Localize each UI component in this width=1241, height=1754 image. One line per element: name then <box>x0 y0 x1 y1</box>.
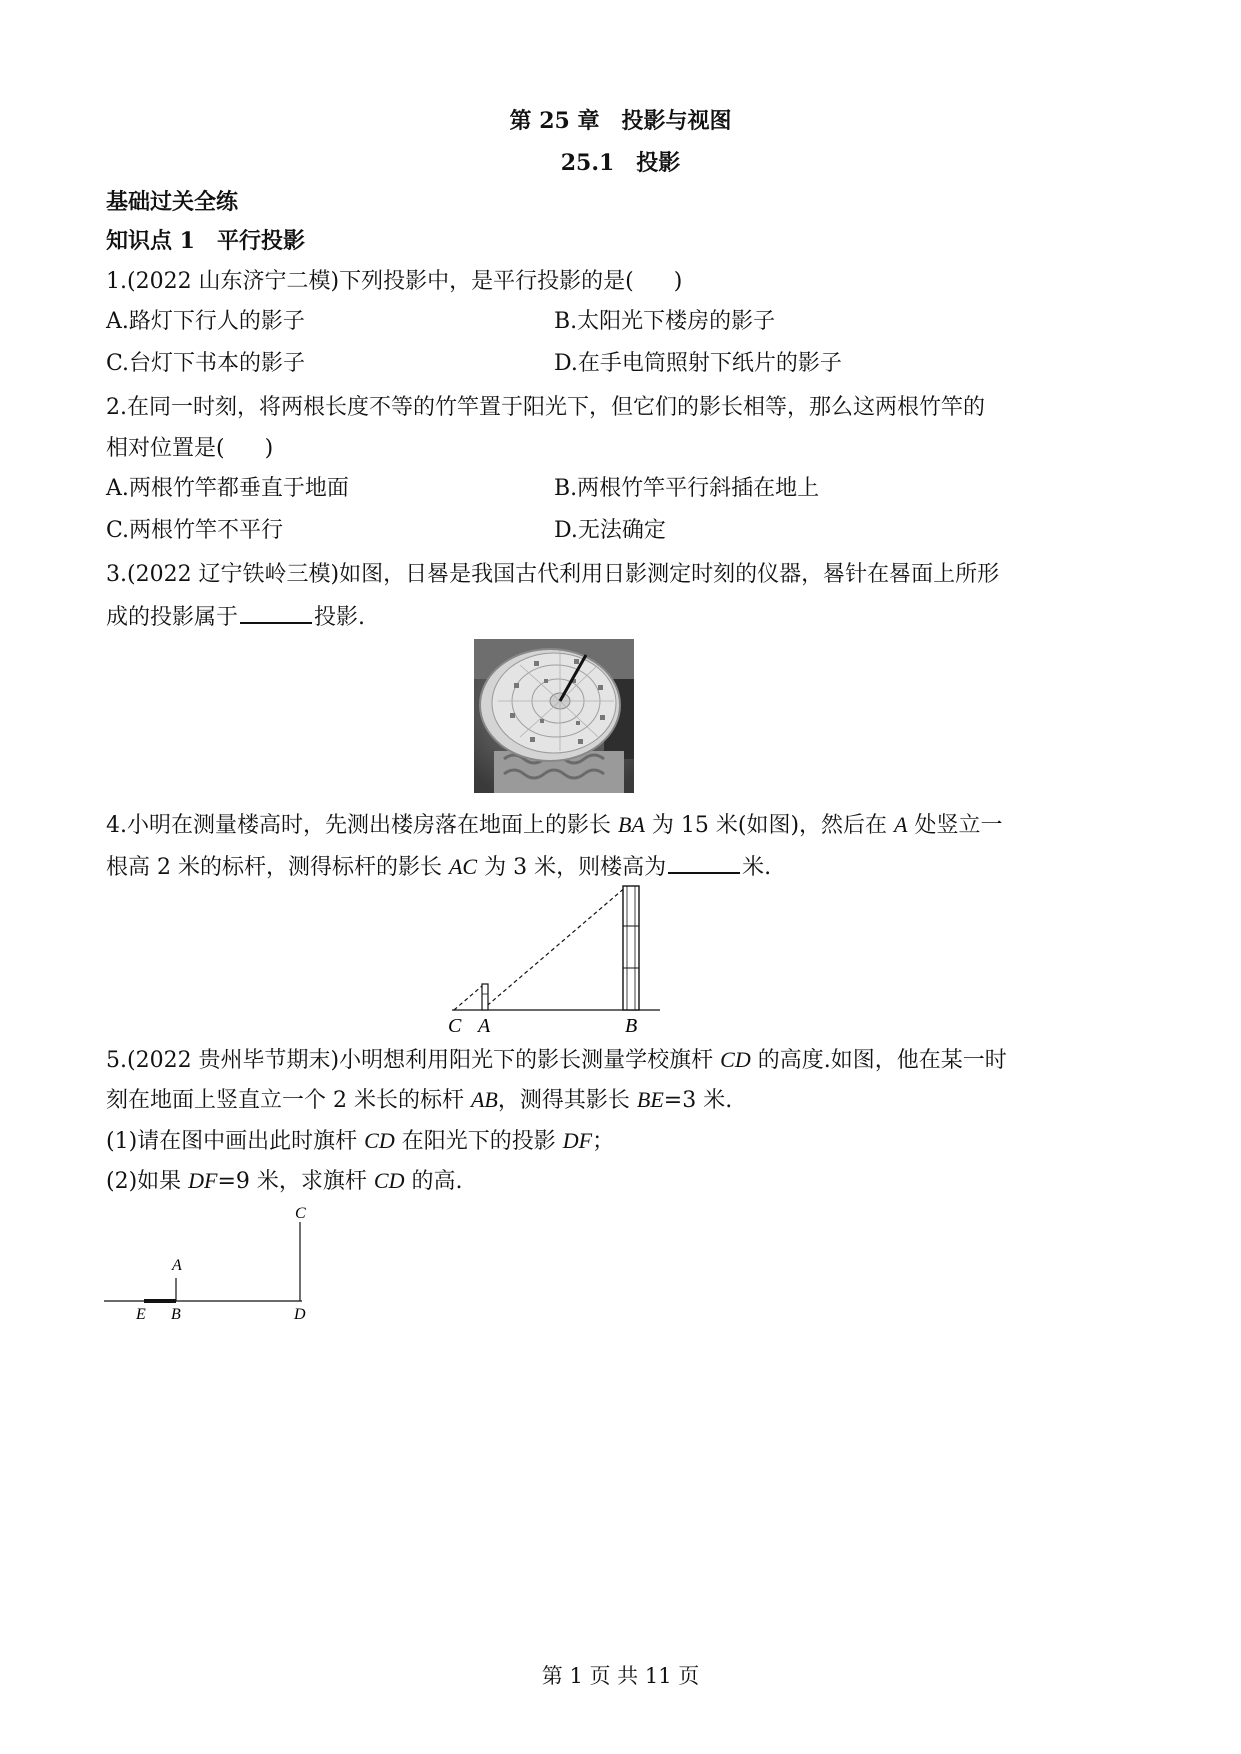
question-1-text: 1.(2022 山东济宁二模)下列投影中，是平行投影的是( <box>106 269 634 294</box>
question-4-text: 4.小明在测量楼高时，先测出楼房落在地面上的影长 <box>106 813 618 838</box>
question-2-stem-line-1: 2.在同一时刻，将两根长度不等的竹竿置于阳光下，但它们的影长相等，那么这两根竹竿的 <box>106 395 985 420</box>
var-df: DF <box>188 1168 218 1193</box>
building-shadow-figure <box>440 882 700 1038</box>
label-a: A <box>172 1257 182 1274</box>
chapter-title: 第 25 章 投影与视图 <box>509 108 732 134</box>
question-1-option-b: B.太阳光下楼房的影子 <box>554 309 776 334</box>
section-title: 25.1 投影 <box>560 150 681 176</box>
question-2-option-a: A.两根竹竿都垂直于地面 <box>106 476 349 501</box>
building <box>623 886 639 1010</box>
question-5-text: =9 米，求旗杆 <box>217 1169 374 1194</box>
answer-blank <box>668 850 740 874</box>
sun-ray-pole <box>454 986 482 1010</box>
question-3-stem-line-1: 3.(2022 辽宁铁岭三模)如图，日晷是我国古代利用日影测定时刻的仪器，晷针在晷面上所形 <box>106 562 1000 587</box>
question-5-text: 5.(2022 贵州毕节期末)小明想利用阳光下的影长测量学校旗杆 <box>106 1048 721 1073</box>
question-5-text: ； <box>592 1129 615 1154</box>
question-2-text: 相对位置是( <box>106 436 225 461</box>
var-a: A <box>894 812 908 837</box>
question-4-stem-line-1 <box>106 810 1002 841</box>
question-5-sub-2 <box>106 1166 462 1197</box>
question-2-stem-line-2 <box>106 434 273 464</box>
question-3-text-a: 成的投影属于 <box>106 605 239 630</box>
question-5-stem-line-1 <box>106 1045 1007 1076</box>
question-5-text: =3 米. <box>663 1088 733 1113</box>
question-5-text: (1)请在图中画出此时旗杆 <box>106 1129 365 1154</box>
question-2-option-d: D.无法确定 <box>554 518 666 543</box>
knowledge-point-heading: 知识点 1 平行投影 <box>106 228 305 254</box>
question-1-option-c: C.台灯下书本的影子 <box>106 351 306 376</box>
question-1-paren-close: ) <box>673 269 683 294</box>
var-cd: CD <box>364 1128 395 1153</box>
sundial-photo <box>474 639 634 793</box>
sun-ray-building <box>482 886 627 1010</box>
question-4-text: 为 15 米(如图)，然后在 <box>644 813 895 838</box>
question-3-text-b: 投影. <box>314 605 366 630</box>
question-1-stem <box>106 267 682 297</box>
pole <box>482 984 488 1010</box>
question-5-stem-line-2 <box>106 1085 732 1116</box>
question-2-paren-close: ) <box>264 436 274 461</box>
question-4-text: 为 3 米，则楼高为 <box>477 855 667 880</box>
question-1-option-d: D.在手电筒照射下纸片的影子 <box>554 351 842 376</box>
question-2-option-c: C.两根竹竿不平行 <box>106 518 284 543</box>
question-4-text: 处竖立一 <box>907 813 1003 838</box>
label-c: C <box>448 1015 462 1037</box>
label-b: B <box>171 1306 181 1323</box>
page-number: 第 1 页 共 11 页 <box>541 1664 700 1688</box>
label-e: E <box>136 1306 146 1323</box>
question-1-option-a: A.路灯下行人的影子 <box>106 309 305 334</box>
question-5-text: ，测得其影长 <box>497 1088 637 1113</box>
section-heading: 基础过关全练 <box>106 189 239 215</box>
var-ba: BA <box>618 812 645 837</box>
label-a: A <box>478 1015 491 1037</box>
question-4-text: 根高 2 米的标杆，测得标杆的影长 <box>106 855 449 880</box>
question-5-text: 刻在地面上竖直立一个 2 米长的标杆 <box>106 1088 471 1113</box>
question-5-text: 的高. <box>404 1169 463 1194</box>
var-be: BE <box>636 1087 664 1112</box>
flagpole-figure <box>100 1200 330 1330</box>
question-4-text: 米. <box>742 855 772 880</box>
question-5-text: (2)如果 <box>106 1169 189 1194</box>
label-b: B <box>625 1015 638 1037</box>
var-ab: AB <box>470 1087 498 1112</box>
question-2-option-b: B.两根竹竿平行斜插在地上 <box>554 476 820 501</box>
var-df: DF <box>562 1128 593 1153</box>
question-4-stem-line-2 <box>106 850 771 883</box>
label-d: D <box>294 1306 306 1323</box>
label-c: C <box>295 1205 306 1222</box>
var-cd: CD <box>373 1168 405 1193</box>
question-5-text: 的高度.如图，他在某一时 <box>750 1048 1007 1073</box>
question-3-stem-line-2 <box>106 600 365 633</box>
question-5-text: 在阳光下的投影 <box>394 1129 563 1154</box>
answer-blank <box>240 600 312 624</box>
question-5-sub-1 <box>106 1126 614 1157</box>
var-ac: AC <box>448 854 478 879</box>
var-cd: CD <box>720 1047 751 1072</box>
